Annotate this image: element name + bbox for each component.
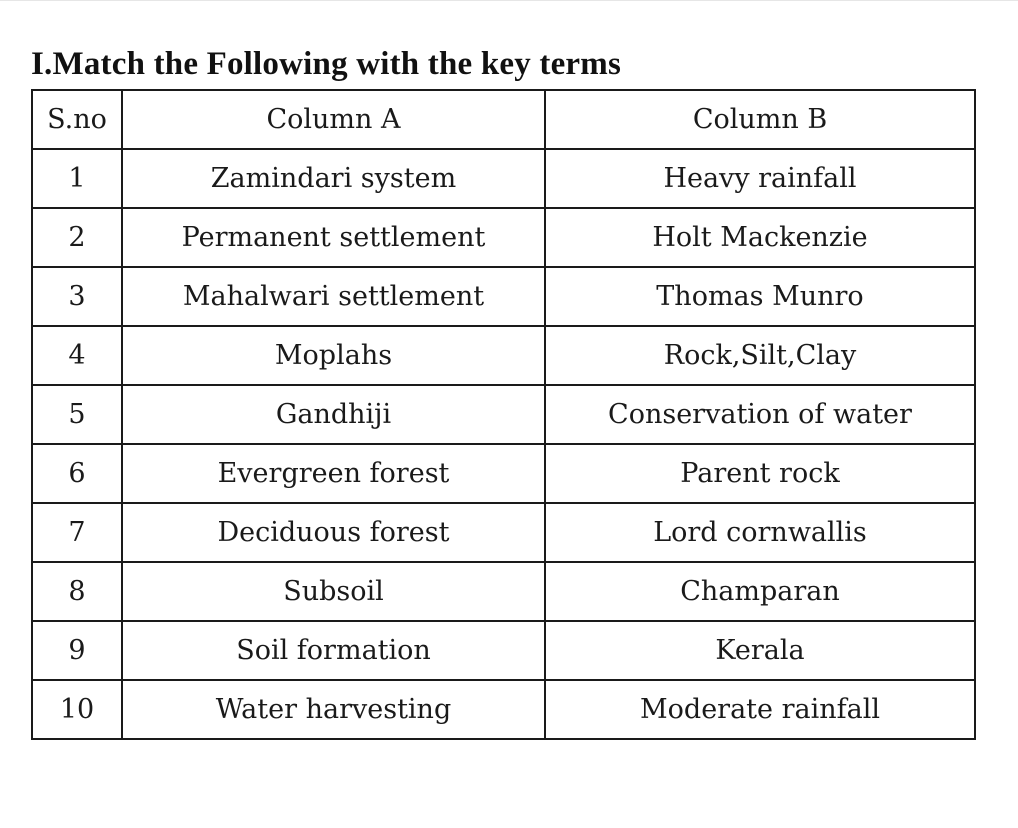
cell-column-b: Champaran	[545, 562, 975, 621]
cell-column-a: Moplahs	[122, 326, 545, 385]
cell-column-a: Water harvesting	[122, 680, 545, 739]
header-column-a: Column A	[122, 90, 545, 149]
cell-sno: 5	[32, 385, 122, 444]
cell-sno: 4	[32, 326, 122, 385]
table-row	[32, 267, 975, 326]
cell-sno: 3	[32, 267, 122, 326]
cell-column-a: Mahalwari settlement	[122, 267, 545, 326]
cell-column-a: Soil formation	[122, 621, 545, 680]
worksheet-heading: I.Match the Following with the key terms	[31, 46, 622, 82]
cell-sno: 1	[32, 149, 122, 208]
match-table	[31, 89, 976, 740]
cell-column-b: Heavy rainfall	[545, 149, 975, 208]
cell-sno: 6	[32, 444, 122, 503]
cell-column-b: Kerala	[545, 621, 975, 680]
cell-column-b: Parent rock	[545, 444, 975, 503]
table-row	[32, 444, 975, 503]
cell-column-b: Holt Mackenzie	[545, 208, 975, 267]
cell-column-a: Evergreen forest	[122, 444, 545, 503]
cell-column-b: Moderate rainfall	[545, 680, 975, 739]
table-row	[32, 503, 975, 562]
table-row	[32, 621, 975, 680]
table-row	[32, 149, 975, 208]
cell-sno: 2	[32, 208, 122, 267]
header-column-b: Column B	[545, 90, 975, 149]
table-header-row	[32, 90, 975, 149]
cell-sno: 10	[32, 680, 122, 739]
cell-column-b: Lord cornwallis	[545, 503, 975, 562]
table-row	[32, 680, 975, 739]
cell-column-a: Zamindari system	[122, 149, 545, 208]
header-sno: S.no	[32, 90, 122, 149]
table-row	[32, 208, 975, 267]
cell-sno: 7	[32, 503, 122, 562]
table-row	[32, 562, 975, 621]
cell-column-b: Conservation of water	[545, 385, 975, 444]
top-divider	[0, 0, 1018, 1]
cell-column-b: Thomas Munro	[545, 267, 975, 326]
cell-column-a: Deciduous forest	[122, 503, 545, 562]
cell-sno: 8	[32, 562, 122, 621]
table-row	[32, 385, 975, 444]
cell-column-a: Permanent settlement	[122, 208, 545, 267]
cell-column-b: Rock,Silt,Clay	[545, 326, 975, 385]
table-row	[32, 326, 975, 385]
cell-column-a: Subsoil	[122, 562, 545, 621]
cell-column-a: Gandhiji	[122, 385, 545, 444]
cell-sno: 9	[32, 621, 122, 680]
